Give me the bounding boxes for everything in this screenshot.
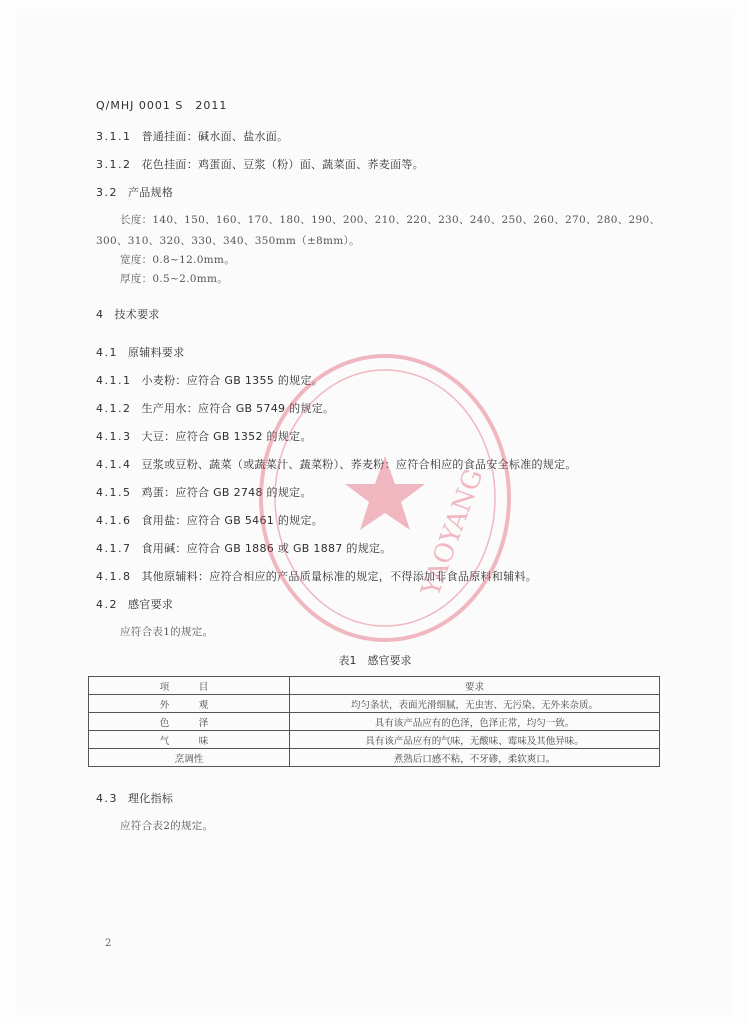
sensory-requirements-table [88,676,660,767]
spec-length-line-1: 长度：140、150、160、170、180、190、200、210、220、230、240、250、260、270、280、290、 [120,214,661,226]
spec-width: 宽度：0.8~12.0mm。 [120,254,235,266]
row-item: 外 观 [89,695,290,713]
clause-text: 大豆：应符合 GB 1352 的规定。 [141,430,312,443]
clause-4-1-6 [96,512,323,528]
row-requirement: 具有该产品应有的气味，无酸味、霉味及其他异味。 [290,731,660,749]
physchem-note: 应符合表2的规定。 [120,820,214,832]
sensory-note: 应符合表1的规定。 [120,626,214,638]
document-code: Q/MHJ 0001 S 2011 [96,99,228,112]
clause-3-1-1 [96,128,288,144]
spec-thickness: 厚度：0.5~2.0mm。 [120,273,229,285]
clause-text: 豆浆或豆粉、蔬菜（或蔬菜汁、蔬菜粉）、荞麦粉：应符合相应的食品安全标准的规定。 [141,458,577,471]
clause-4-1-1 [96,372,323,388]
table-row [89,749,660,767]
stamp-text: YAOYANG [415,465,490,601]
clause-text: 生产用水：应符合 GB 5749 的规定。 [141,402,335,415]
table-row [89,713,660,731]
clause-4-1 [96,344,185,360]
clause-number: 4 [96,308,105,321]
clause-number: 4.2 [96,598,118,611]
clause-text: 理化指标 [128,792,174,805]
spec-length-line-2: 300、310、320、330、340、350mm（±8mm）。 [96,235,360,247]
clause-3-2 [96,184,173,200]
clause-text: 其他原辅料：应符合相应的产品质量标准的规定，不得添加非食品原料和辅料。 [141,570,537,583]
clause-text: 技术要求 [114,308,160,321]
row-requirement: 煮熟后口感不粘，不牙碜，柔软爽口。 [290,749,660,767]
row-item: 色 泽 [89,713,290,731]
clause-4 [96,306,160,322]
row-requirement: 均匀条状，表面光滑细腻，无虫害、无污染、无外来杂质。 [290,695,660,713]
clause-number: 3.2 [96,186,118,199]
clause-4-1-2 [96,400,334,416]
clause-text: 食用碱：应符合 GB 1886 或 GB 1887 的规定。 [141,542,392,555]
clause-text: 鸡蛋：应符合 GB 2748 的规定。 [141,486,312,499]
clause-4-1-3 [96,428,312,444]
clause-text: 小麦粉：应符合 GB 1355 的规定。 [141,374,324,387]
clause-4-2 [96,596,173,612]
clause-number: 3.1.1 [96,130,132,143]
clause-text: 原辅料要求 [128,346,185,359]
clause-number: 4.1.7 [96,542,132,555]
clause-4-1-8 [96,568,537,584]
clause-3-1-2 [96,156,424,172]
clause-text: 花色挂面：鸡蛋面、豆浆（粉）面、蔬菜面、荞麦面等。 [141,158,424,171]
header-requirement: 要求 [290,677,660,695]
clause-4-1-4 [96,456,577,472]
clause-number: 4.1.4 [96,458,132,471]
clause-text: 产品规格 [128,186,174,199]
clause-number: 4.1.8 [96,570,132,583]
clause-4-1-7 [96,540,392,556]
page-number: 2 [105,938,112,949]
row-item: 烹调性 [89,749,290,767]
clause-number: 4.3 [96,792,118,805]
clause-number: 4.1.5 [96,486,132,499]
clause-text: 食用盐：应符合 GB 5461 的规定。 [141,514,324,527]
clause-number: 4.1.3 [96,430,132,443]
table-header-row [89,677,660,695]
clause-number: 4.1.1 [96,374,132,387]
clause-number: 4.1.6 [96,514,132,527]
clause-text: 普通挂面：碱水面、盐水面。 [141,130,289,143]
clause-4-3 [96,790,173,806]
clause-text: 感官要求 [128,598,174,611]
clause-4-1-5 [96,484,312,500]
clause-number: 4.1.2 [96,402,132,415]
table-caption: 表1 感官要求 [338,654,412,667]
clause-number: 3.1.2 [96,158,132,171]
table-row [89,731,660,749]
clause-number: 4.1 [96,346,118,359]
row-item: 气 味 [89,731,290,749]
header-item: 项 目 [89,677,290,695]
row-requirement: 具有该产品应有的色泽，色泽正常，均匀一致。 [290,713,660,731]
table-row [89,695,660,713]
